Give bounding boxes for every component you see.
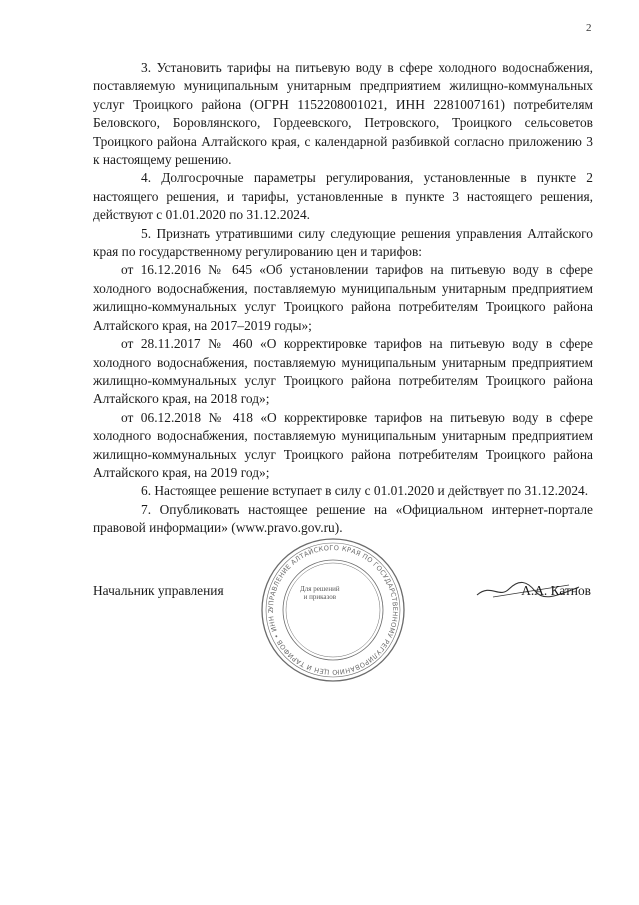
document-body	[93, 59, 593, 538]
repealed-decision-460: от 28.11.2017 № 460 «О корректировке тарифов на питьевую воду в сфере холодного водоснабжения, поставляемую муниципальным унитарным предприятием жилищно-коммунальных услуг Троицкого района потребителям Троицкого района Алтайского края, на 2018 год»;	[93, 336, 593, 407]
official-seal	[258, 535, 408, 690]
signatory-name: А.А. Катнов	[521, 583, 591, 598]
seal-ring-text: УПРАВЛЕНИЕ АЛТАЙСКОГО КРАЯ ПО ГОСУДАРСТВЕННОМУ РЕГУЛИРОВАНИЮ ЦЕН И ТАРИФОВ • ИНН 2	[266, 543, 400, 677]
paragraph-item-4: 4. Долгосрочные параметры регулирования, установленные в пункте 2 настоящего решения, и тарифы, установленные в пункте 3 настоящего решения, действуют с 01.01.2020 по 31.12.2024.	[93, 170, 593, 223]
signature-block	[93, 583, 593, 603]
paragraph-item-3: 3. Установить тарифы на питьевую воду в сфере холодного водоснабжения, поставляемую муниципальным унитарным предприятием жилищно-коммунальных услуг Троицкого района (ОГРН 1152208001021, ИНН 2281007161) потребителям Беловского, Боровлянского, Гордеевского, Петровского, Троицкого сельсоветов Троицкого района Алтайского края, с календарной разбивкой согласно приложению 3 к настоящему решению.	[93, 60, 593, 168]
paragraph-item-7: 7. Опубликовать настоящее решение на «Официальном интернет-портале правовой информации» (www.pravo.gov.ru).	[93, 501, 593, 536]
seal-center-note: Для решений и приказов	[300, 585, 340, 601]
page-number: 2	[586, 22, 592, 34]
seal-graphic	[258, 535, 408, 685]
repealed-decision-645: от 16.12.2016 № 645 «Об установлении тарифов на питьевую воду в сфере холодного водоснабжения, поставляемую муниципальным унитарным предприятием жилищно-коммунальных услуг Троицкого района потребителям Троицкого района Алтайского края, на 2017–2019 годы»;	[93, 262, 593, 333]
paragraph-item-5: 5. Признать утратившими силу следующие решения управления Алтайского края по государственному регулированию цен и тарифов:	[93, 225, 593, 260]
signatory-role: Начальник управления	[93, 583, 224, 598]
paragraph-item-6: 6. Настоящее решение вступает в силу с 01.01.2020 и действует по 31.12.2024.	[141, 483, 589, 499]
repealed-decision-418: от 06.12.2018 № 418 «О корректировке тарифов на питьевую воду в сфере холодного водоснабжения, поставляемую муниципальным унитарным предприятием жилищно-коммунальных услуг Троицкого района потребителям Троицкого района Алтайского края, на 2019 год»;	[93, 409, 593, 480]
svg-text:УПРАВЛЕНИЕ АЛТАЙСКОГО КРАЯ ПО	[258, 535, 399, 676]
